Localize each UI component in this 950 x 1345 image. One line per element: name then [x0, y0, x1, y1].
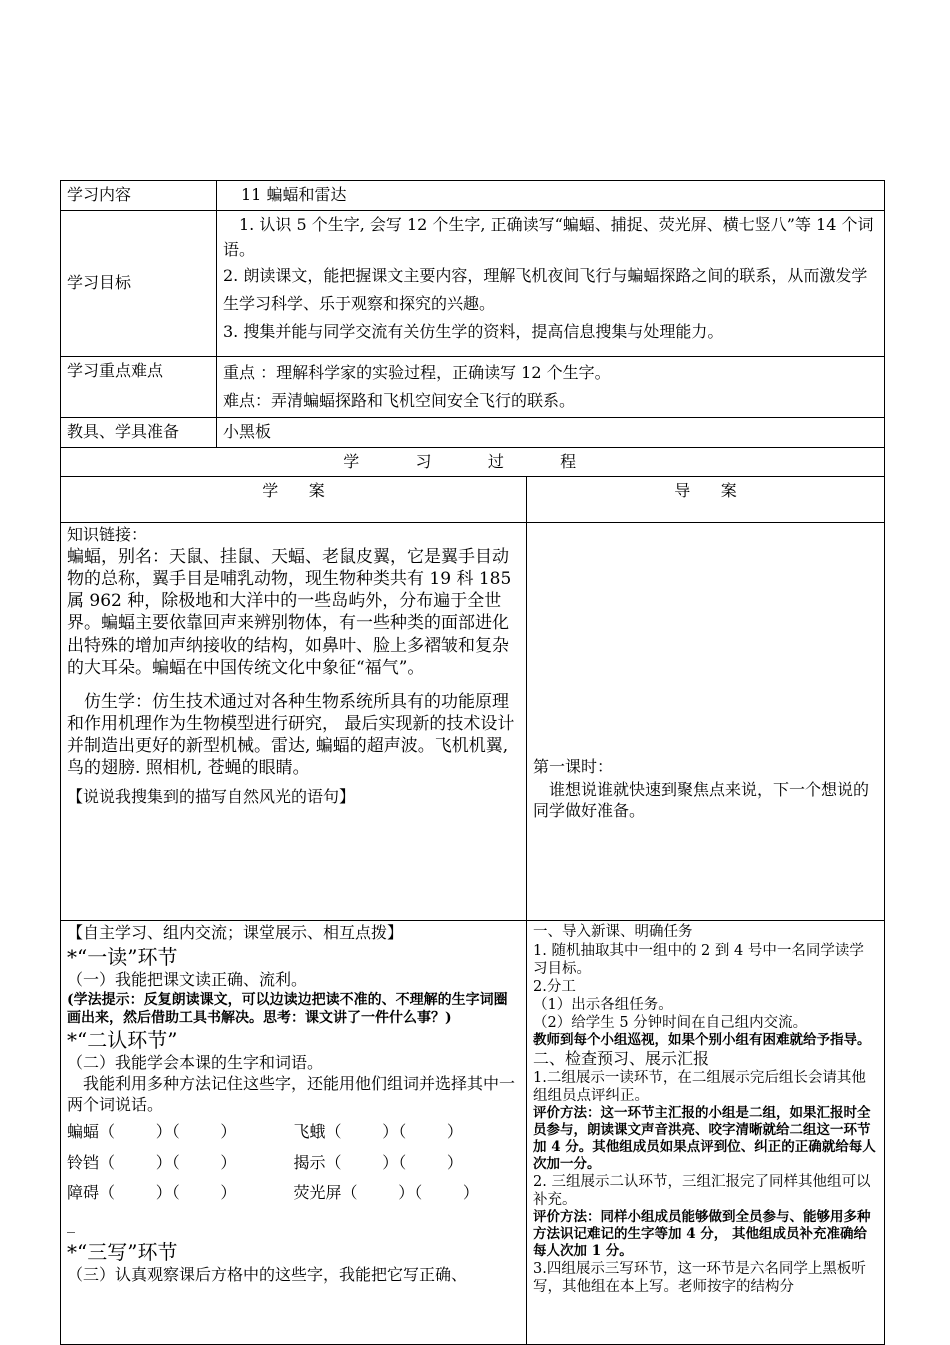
process-header: 学 习 过 程: [61, 447, 885, 477]
label-tools: 教具、学具准备: [61, 417, 217, 447]
col-header-right: [527, 477, 885, 523]
guide2-s1-1: 1. 随机抽取其中一组中的 2 到 4 号中一名同学读学习目标。: [533, 942, 864, 977]
goal-3: 3. 搜集并能与同学交流有关仿生学的资料，提高信息搜集与处理能力。: [223, 322, 724, 342]
study-cell: [61, 921, 527, 1345]
spacer-2: [67, 779, 520, 787]
write-task: （三）认真观察课后方格中的这些字，我能把它写正确、: [67, 1264, 468, 1284]
value-content: [217, 181, 885, 211]
col-header-left-text: 学 案: [262, 481, 325, 501]
word-jieshi: 揭示（ ）（ ）: [293, 1152, 463, 1172]
guide2-s3-eval2: 评价方法：同样小组成员能够做到全员参与、能够用多种方法识记难记的生字等加 4 分， 其他组成员补充准确给每人次加 1 分。: [533, 1209, 871, 1259]
value-goals: [217, 210, 885, 356]
guide1-spacer: [533, 525, 878, 755]
dash-line: _: [67, 1214, 75, 1234]
guide2-s2: 2.分工: [533, 978, 576, 995]
guide2-s3-2: 2. 三组展示二认环节，三组汇报完了同样其他组可以补充。: [533, 1173, 871, 1208]
word-yingguangping: 荧光屏（ ）（ ）: [293, 1183, 479, 1203]
guide2-s2-2: （2）给学生 5 分钟时间在自己组内交流。: [533, 1015, 808, 1032]
knowledge-title: 知识链接：: [67, 525, 148, 545]
label-content: 学习内容: [61, 181, 217, 211]
word-zhangai: 障碍（ ）（ ）: [67, 1183, 237, 1203]
word-row-3: [67, 1183, 520, 1204]
spacer-1: [67, 679, 520, 691]
guide2-s2-note: 教师到每个小组巡视，如果个别小组有困难就给予指导。: [533, 1032, 871, 1049]
read-hint: (学法提示：反复朗读课文，可以边读边把读不准的、不理解的生字词圈画出来，然后借助工具书解决。思考：课文讲了一件什么事？): [67, 991, 508, 1027]
knowledge-para-2: 仿生学：仿生技术通过对各种生物系统所具有的功能原理和作用机理作为生物模型进行研究， 最后实现新的技术设计并制造出更好的新型机械。雷达, 蝙蝠的超声波。飞机机翼, 鸟的翅膀. 照相机, 苍蝇的眼睛。: [67, 691, 515, 779]
difficulty-text: 难点：弄清蝙蝠探路和飞机空间安全飞行的联系。: [223, 390, 576, 410]
read-title: *“一读”环节: [67, 945, 178, 970]
knowledge-prompt: 【说说我搜集到的描写自然风光的语句】: [67, 787, 356, 807]
word-lingdang: 铃铛（ ）（ ）: [67, 1152, 237, 1172]
col-header-right-text: 导 案: [674, 481, 737, 501]
recog-task: （二）我能学会本课的生字和词语。: [67, 1053, 324, 1073]
value-tools: 小黑板: [217, 417, 885, 447]
knowledge-cell: [61, 523, 527, 921]
guide1-title: 第一课时：: [533, 757, 614, 777]
recog-title: *“二认环节”: [67, 1028, 178, 1053]
guide2-s3-3: 3.四组展示三写环节，这一环节是六名同学上黑板听写，其他组在本上写。老师按字的结构分: [533, 1260, 866, 1295]
value-keypoints: [217, 356, 885, 417]
study-heading: 【自主学习、组内交流；课堂展示、相互点拨】: [67, 923, 404, 943]
guide2-s3-eval1: 评价方法：这一环节主汇报的小组是二组，如果汇报时全员参与，朗读课文声音洪亮、咬字清晰就给二组这一环节加 4 分。其他组成员如果点评到位、纠正的正确就给每人次加一分。: [533, 1105, 876, 1172]
word-row-2: [67, 1153, 520, 1174]
label-keypoints: 学习重点难点: [61, 356, 217, 417]
guide1-cell: [527, 523, 885, 921]
guide2-s1: 一、导入新课、明确任务: [533, 924, 693, 941]
recog-desc: 我能利用多种方法记住这些字，还能用他们组词并选择其中一两个词说话。: [67, 1074, 516, 1114]
guide2-s2-1: （1）出示各组任务。: [533, 996, 673, 1013]
write-title: *“三写”环节: [67, 1239, 178, 1264]
guide2-cell: [527, 921, 885, 1345]
goal-2: 2. 朗读课文，能把握课文主要内容，理解飞机夜间飞行与蝙蝠探路之间的联系，从而激发学生学习科学、乐于观察和探究的兴趣。: [223, 266, 868, 314]
guide2-s3: 二、检查预习、展示汇报: [533, 1049, 710, 1069]
guide1-text: 谁想说谁就快速到聚焦点来说，下一个想说的同学做好准备。: [533, 780, 870, 820]
lesson-plan-table: [60, 180, 885, 1345]
col-header-left: [61, 477, 527, 523]
word-feie: 飞蛾（ ）（ ）: [293, 1121, 463, 1141]
knowledge-para-1: 蝙蝠，别名：天鼠、挂鼠、天蝠、老鼠皮翼，它是翼手目动物的总称，翼手目是哺乳动物，现生物种类共有 19 科 185 属 962 种，除极地和大洋中的一些岛屿外，分布遍于全世界。蝙蝠主要依靠回声来辨别物体，有一些种类的面部进化出特殊的增加声纳接收的结构，如鼻叶、脸上多褶皱和复杂的大耳朵。蝙蝠在中国传统文化中象征“福气”。: [67, 547, 512, 678]
guide2-s3-1: 1.二组展示一读环节，在二组展示完后组长会请其他组组员点评纠正。: [533, 1070, 866, 1105]
word-row-1: [67, 1122, 520, 1143]
lesson-title: 11 蝙蝠和雷达: [241, 185, 347, 204]
word-bianfu: 蝙蝠（ ）（ ）: [67, 1121, 237, 1141]
focus-text: 重点 ：理解科学家的实验过程，正确读写 12 个生字。: [223, 362, 611, 382]
read-task: （一）我能把课文读正确、流利。: [67, 970, 308, 990]
label-goals: 学习目标: [61, 210, 217, 356]
goal-1: 1. 认识 5 个生字, 会写 12 个生字, 正确读写“蝙蝠、捕捉、荧光屏、横七竖八”等 14 个词语。: [223, 214, 874, 259]
